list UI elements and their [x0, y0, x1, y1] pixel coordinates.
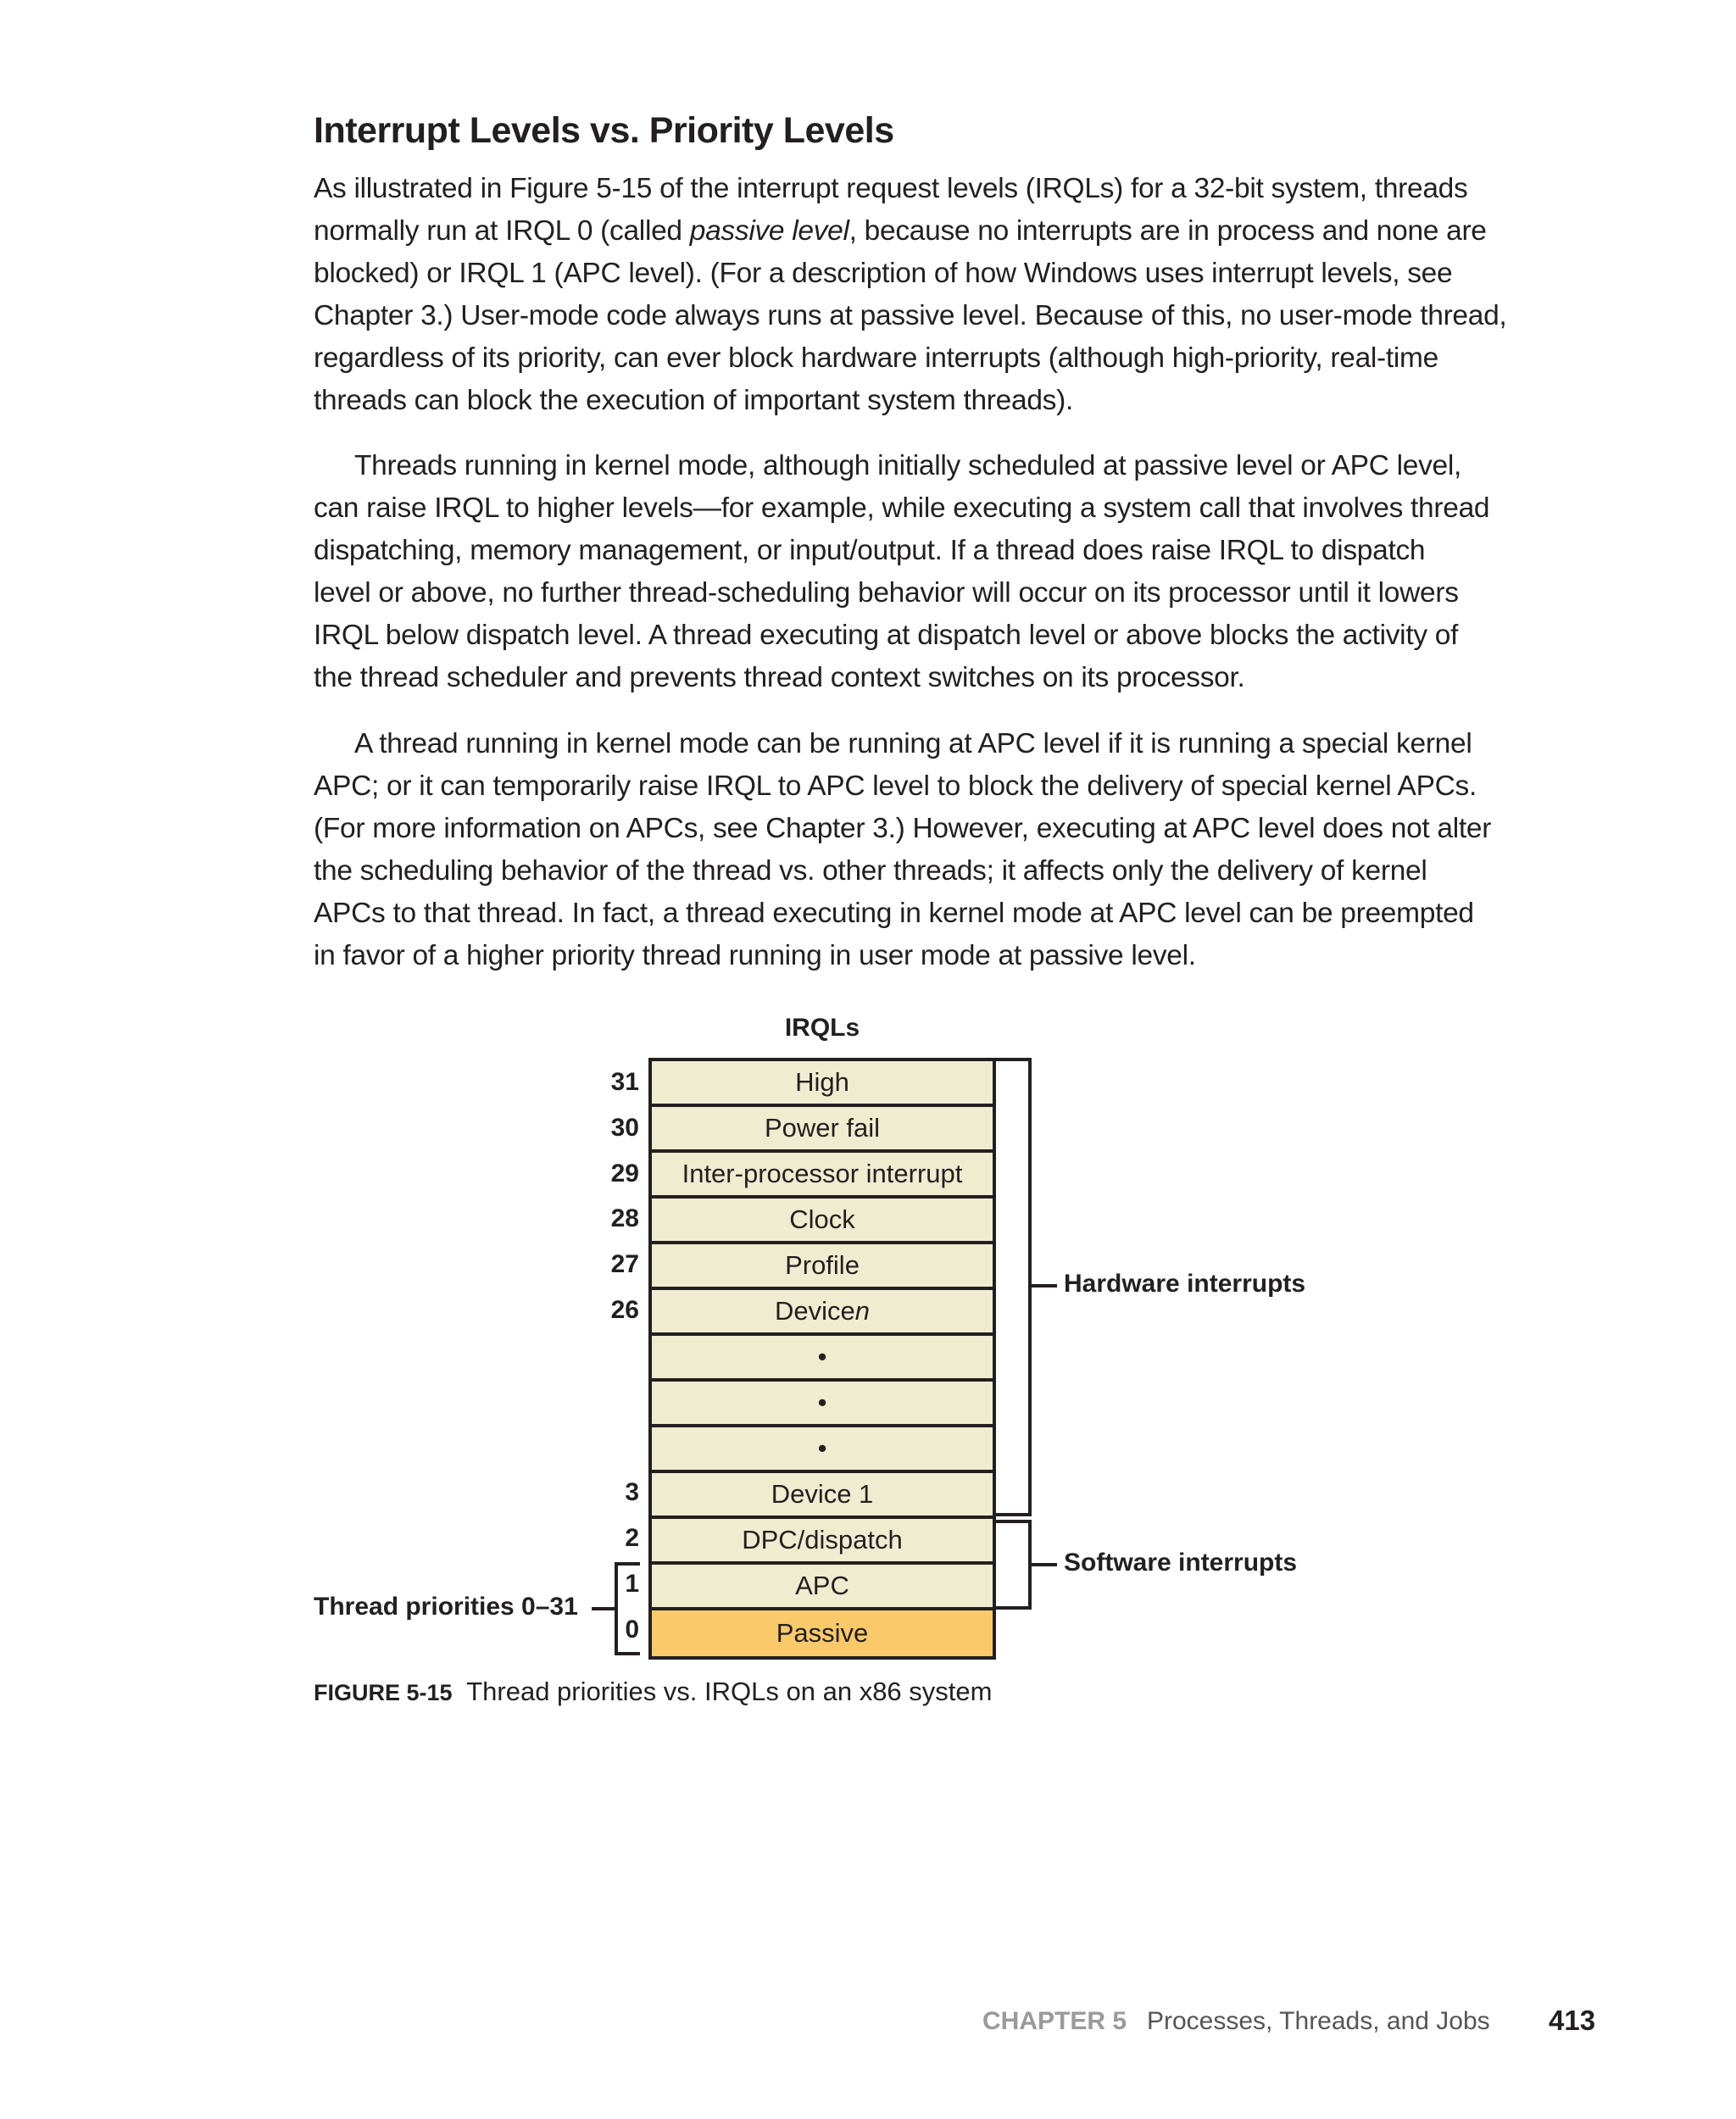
- irql-number: 27: [610, 1250, 639, 1279]
- irql-label: Clock: [789, 1204, 855, 1234]
- irql-row: [652, 1427, 993, 1473]
- footer-title: Processes, Threads, and Jobs: [1147, 2007, 1490, 2035]
- software-bracket: [996, 1520, 1032, 1610]
- caption-label: FIGURE 5-15: [314, 1680, 453, 1705]
- thread-priorities-tick: [592, 1607, 615, 1610]
- paragraph-line: Chapter 3.) User-mode code always runs at passive level. Because of this, no user-mode thread,: [314, 300, 1507, 331]
- irql-number: 3: [625, 1478, 639, 1507]
- thread-priorities-label: Thread priorities 0–31: [314, 1593, 578, 1621]
- irql-row: [652, 1290, 993, 1336]
- irql-number: 0: [625, 1615, 639, 1643]
- irql-row: [652, 1565, 993, 1610]
- paragraph-line: the scheduling behavior of the thread vs. other threads; it affects only the delivery of kernel: [314, 855, 1427, 887]
- page-number: 413: [1549, 2005, 1596, 2036]
- irql-label: •: [817, 1388, 827, 1417]
- irql-number: 29: [610, 1159, 639, 1187]
- figure-title: IRQLs: [784, 1014, 860, 1042]
- paragraph-line: can raise IRQL to higher levels—for example, while executing a system call that involves thread: [314, 492, 1490, 524]
- text-span: , because no interrupts are in process and none are: [849, 215, 1487, 247]
- irql-number: 31: [610, 1068, 639, 1096]
- irql-row: [652, 1107, 993, 1153]
- irql-table: [648, 1058, 996, 1660]
- text-span: normally run at IRQL 0 (called: [314, 215, 690, 247]
- irql-row: [652, 1153, 993, 1199]
- caption-text: Thread priorities vs. IRQLs on an x86 system: [466, 1677, 993, 1706]
- hardware-bracket-tick: [1028, 1284, 1057, 1288]
- irql-label: Profile: [785, 1250, 860, 1280]
- paragraph-line: [314, 210, 1487, 253]
- paragraph-line: regardless of its priority, can ever block hardware interrupts (although high-priority, real-time: [314, 342, 1438, 374]
- irql-label-italic: n: [854, 1296, 870, 1326]
- irql-label: •: [817, 1433, 827, 1463]
- irql-row: [652, 1519, 993, 1565]
- italic-term: passive level: [689, 215, 849, 247]
- irql-number: 1: [625, 1569, 639, 1598]
- irql-label: •: [817, 1342, 827, 1371]
- paragraph-line: dispatching, memory management, or input/output. If a thread does raise IRQL to dispatch: [314, 535, 1426, 566]
- irql-row: [652, 1336, 993, 1382]
- paragraph-line: threads can block the execution of important system threads).: [314, 385, 1073, 416]
- irql-label: Inter-processor interrupt: [682, 1159, 963, 1188]
- irql-row: [652, 1473, 993, 1519]
- irql-row: [652, 1061, 993, 1107]
- paragraph-line: APCs to that thread. In fact, a thread executing in kernel mode at APC level can be preempted: [314, 898, 1474, 929]
- paragraph-line: Threads running in kernel mode, although initially scheduled at passive level or APC level,: [354, 450, 1462, 481]
- hardware-bracket: [996, 1058, 1032, 1516]
- paragraph-line: blocked) or IRQL 1 (APC level). (For a description of how Windows uses interrupt levels, see: [314, 258, 1453, 289]
- irql-label: DPC/dispatch: [742, 1525, 903, 1554]
- irql-number: 2: [625, 1524, 639, 1552]
- paragraph-line: level or above, no further thread-scheduling behavior will occur on its processor until it lowers: [314, 577, 1459, 609]
- figure-caption: [314, 1677, 992, 1707]
- irql-label: Device 1: [771, 1479, 874, 1509]
- irql-number: 30: [610, 1113, 639, 1142]
- paragraph-line: A thread running in kernel mode can be running at APC level if it is running a special kernel: [354, 728, 1472, 759]
- software-bracket-tick: [1028, 1563, 1057, 1566]
- section-heading: Interrupt Levels vs. Priority Levels: [314, 110, 894, 151]
- paragraph-line: in favor of a higher priority thread running in user mode at passive level.: [314, 940, 1196, 971]
- paragraph-line: the thread scheduler and prevents thread context switches on its processor.: [314, 662, 1245, 693]
- irql-label: Power fail: [764, 1113, 881, 1143]
- irql-label: APC: [795, 1571, 849, 1600]
- irql-row: [652, 1244, 993, 1290]
- irql-number: 26: [610, 1296, 639, 1324]
- footer-chapter: CHAPTER 5: [982, 2007, 1127, 2035]
- hardware-interrupts-label: Hardware interrupts: [1064, 1270, 1306, 1298]
- irql-row: [652, 1199, 993, 1244]
- paragraph-line: IRQL below dispatch level. A thread executing at dispatch level or above blocks the activity of: [314, 620, 1459, 651]
- irql-row: [652, 1610, 993, 1656]
- software-interrupts-label: Software interrupts: [1064, 1549, 1298, 1577]
- paragraph-line: As illustrated in Figure 5-15 of the interrupt request levels (IRQLs) for a 32-bit system, threads: [314, 173, 1468, 204]
- irql-label: High: [795, 1067, 849, 1097]
- irql-label: Device: [774, 1296, 855, 1326]
- irql-row: [652, 1382, 993, 1427]
- paragraph-line: (For more information on APCs, see Chapter 3.) However, executing at APC level does not alter: [314, 813, 1492, 844]
- irql-number: 28: [610, 1204, 639, 1233]
- thread-priorities-bracket: [615, 1562, 640, 1655]
- irql-label: Passive: [776, 1618, 869, 1648]
- paragraph-line: APC; or it can temporarily raise IRQL to APC level to block the delivery of special kernel APCs.: [314, 770, 1477, 802]
